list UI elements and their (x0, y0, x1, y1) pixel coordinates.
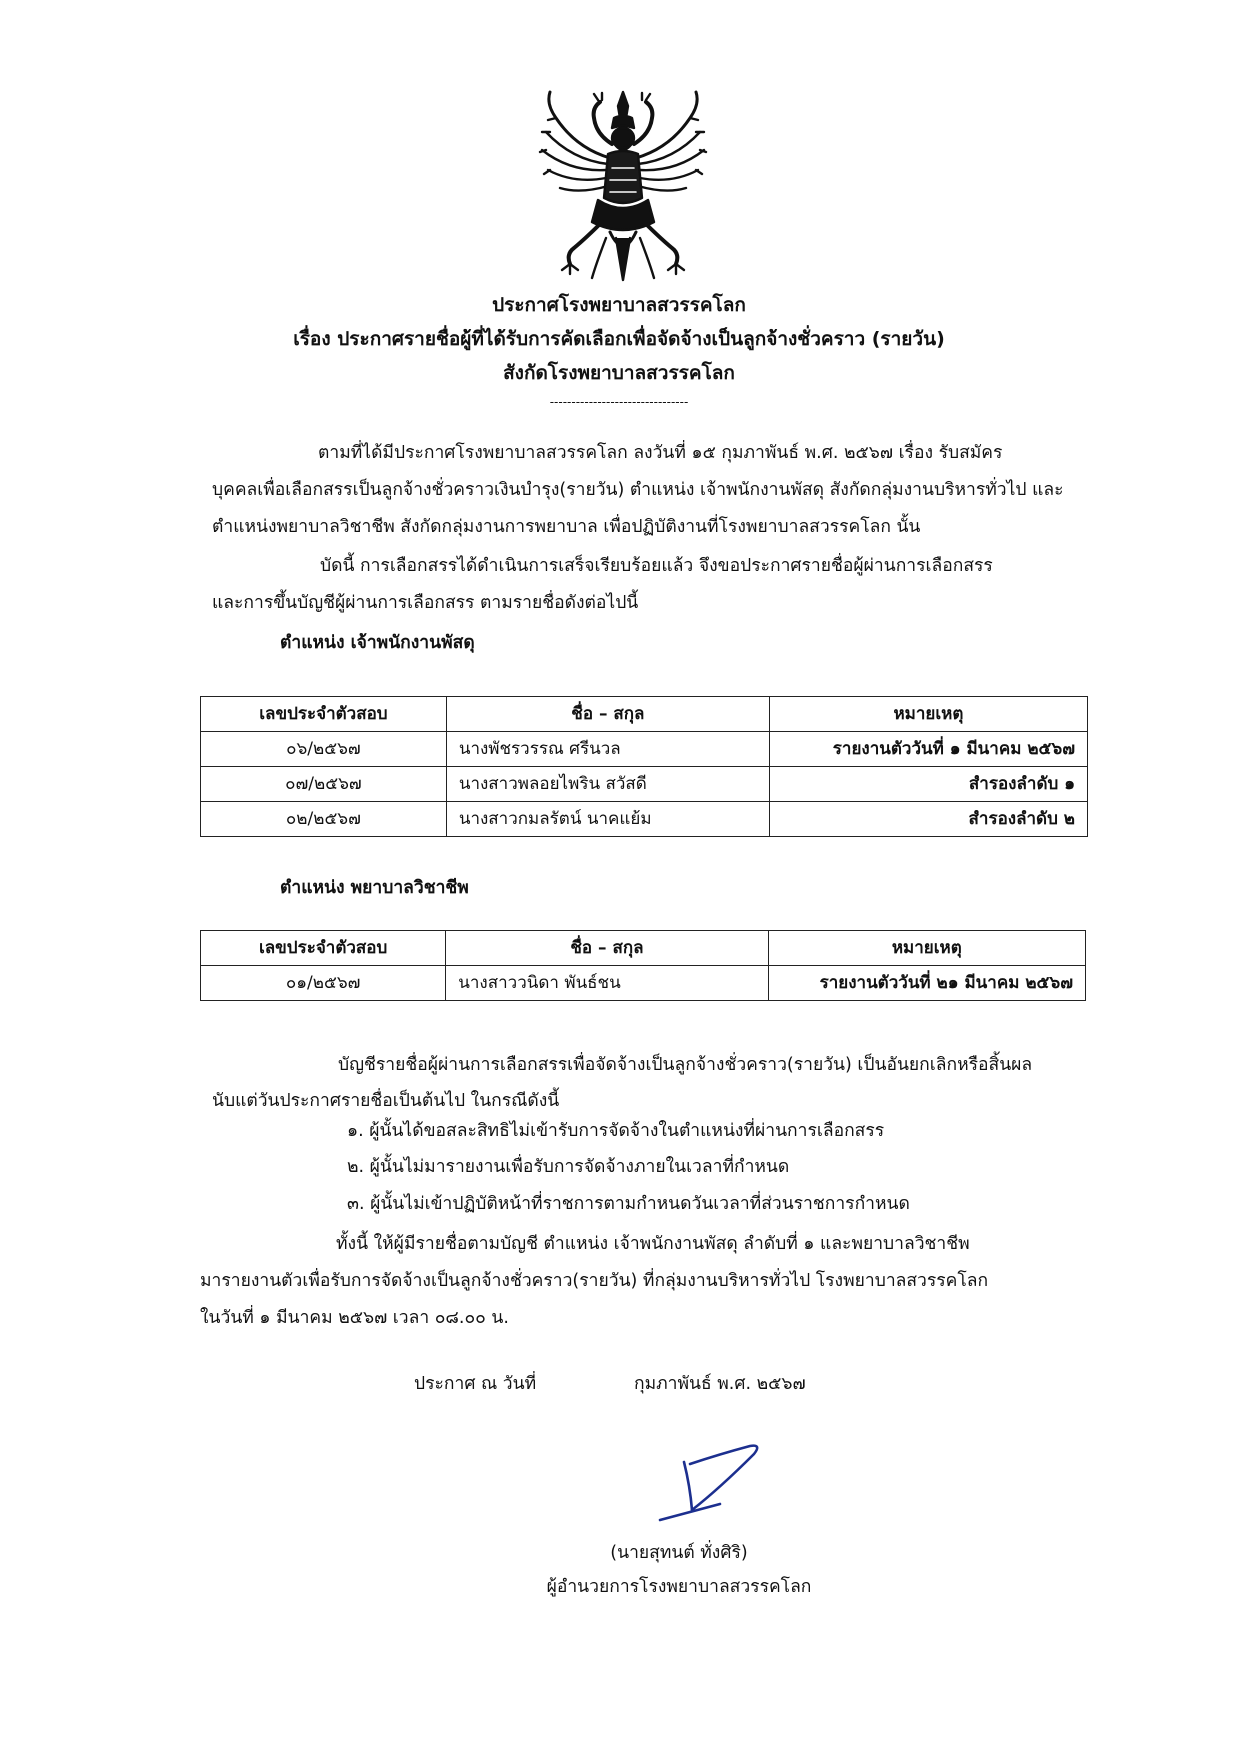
header-name: ชื่อ – สกุล (446, 931, 768, 966)
cancellation-line-1: บัญชีรายชื่อผู้ผ่านการเลือกสรรเพื่อจัดจ้างเป็นลูกจ้างชั่วคราว(รายวัน) เป็นอันยกเลิกหรือสิ้นผล (338, 1055, 1033, 1075)
table-row (201, 966, 1086, 1001)
heading-divider: -------------------------------- (549, 395, 689, 409)
note-cell: รายงานตัววันที่ ๒๑ มีนาคม ๒๕๖๗ (768, 966, 1085, 1001)
section-title-nurse: ตำแหน่ง พยาบาลวิชาชีพ (280, 878, 469, 898)
instruction-line-1: ทั้งนี้ ให้ผู้มีรายชื่อตามบัญชี ตำแหน่ง เจ้าพนักงานพัสดุ ลำดับที่ ๑ และพยาบาลวิชาชีพ (336, 1234, 970, 1254)
cancellation-item-1: ๑. ผู้นั้นได้ขอสละสิทธิไม่เข้ารับการจัดจ้างในตำแหน่งที่ผ่านการเลือกสรร (347, 1121, 885, 1141)
exam-id-cell: ๐๗/๒๕๖๗ (201, 767, 447, 802)
name-cell: นางสาวกมลรัตน์ นาคแย้ม (446, 802, 769, 837)
name-cell: นางสาววนิดา พันธ์ชน (446, 966, 768, 1001)
table-row (201, 767, 1088, 802)
nurse-table (200, 930, 1086, 1001)
header-note: หมายเหตุ (768, 931, 1085, 966)
garuda-emblem (536, 88, 710, 284)
result-line-1: บัดนี้ การเลือกสรรได้ดำเนินการเสร็จเรียบร้อยแล้ว จึงขอประกาศรายชื่อผู้ผ่านการเลือกสรร (320, 556, 993, 576)
header-note: หมายเหตุ (769, 697, 1087, 732)
org-heading: ประกาศโรงพยาบาลสวรรคโลก (492, 294, 746, 316)
intro-line-3: ตำแหน่งพยาบาลวิชาชีพ สังกัดกลุ่มงานการพยาบาล เพื่อปฏิบัติงานที่โรงพยาบาลสวรรคโลก นั้น (212, 517, 921, 537)
note-cell: รายงานตัววันที่ ๑ มีนาคม ๒๕๖๗ (769, 732, 1087, 767)
cancellation-item-2: ๒. ผู้นั้นไม่มารายงานเพื่อรับการจัดจ้างภายในเวลาที่กำหนด (347, 1157, 790, 1177)
instruction-line-2: มารายงานตัวเพื่อรับการจัดจ้างเป็นลูกจ้างชั่วคราว(รายวัน) ที่กลุ่มงานบริหารทั่วไป โรงพยาบาลสวรรคโลก (200, 1271, 989, 1291)
table-header-row (201, 931, 1086, 966)
instruction-line-3: ในวันที่ ๑ มีนาคม ๒๕๖๗ เวลา ๐๘.๐๐ น. (200, 1308, 509, 1328)
exam-id-cell: ๐๑/๒๕๖๗ (201, 966, 446, 1001)
supply-officer-table (200, 696, 1088, 837)
note-cell: สำรองลำดับ ๒ (769, 802, 1087, 837)
cancellation-item-3: ๓. ผู้นั้นไม่เข้าปฏิบัติหน้าที่ราชการตามกำหนดวันเวลาที่ส่วนราชการกำหนด (347, 1194, 910, 1214)
signatory-name: (นายสุทนต์ ทั่งศิริ) (610, 1543, 748, 1563)
note-cell: สำรองลำดับ ๑ (769, 767, 1087, 802)
announcement-date: กุมภาพันธ์ พ.ศ. ๒๕๖๗ (634, 1374, 806, 1394)
intro-line-1: ตามที่ได้มีประกาศโรงพยาบาลสวรรคโลก ลงวันที่ ๑๕ กุมภาพันธ์ พ.ศ. ๒๕๖๗ เรื่อง รับสมัคร (318, 443, 1003, 463)
header-exam-id: เลขประจำตัวสอบ (201, 931, 446, 966)
affiliation-heading: สังกัดโรงพยาบาลสวรรคโลก (503, 362, 735, 384)
signatory-title: ผู้อำนวยการโรงพยาบาลสวรรคโลก (546, 1577, 812, 1597)
header-name: ชื่อ – สกุล (446, 697, 769, 732)
announcement-label: ประกาศ ณ วันที่ (414, 1374, 537, 1394)
subject-heading: เรื่อง ประกาศรายชื่อผู้ที่ได้รับการคัดเลือกเพื่อจัดจ้างเป็นลูกจ้างชั่วคราว (รายวัน) (293, 328, 945, 350)
exam-id-cell: ๐๒/๒๕๖๗ (201, 802, 447, 837)
result-line-2: และการขึ้นบัญชีผู้ผ่านการเลือกสรร ตามรายชื่อดังต่อไปนี้ (212, 593, 639, 613)
section-title-supply-officer: ตำแหน่ง เจ้าพนักงานพัสดุ (280, 633, 475, 653)
name-cell: นางพัชรวรรณ ศรีนวล (446, 732, 769, 767)
intro-line-2: บุคคลเพื่อเลือกสรรเป็นลูกจ้างชั่วคราวเงินบำรุง(รายวัน) ตำแหน่ง เจ้าพนักงานพัสดุ สังกัดกลุ่มงานบริหารทั่วไป และ (212, 480, 1064, 500)
table-row (201, 802, 1088, 837)
exam-id-cell: ๐๖/๒๕๖๗ (201, 732, 447, 767)
header-exam-id: เลขประจำตัวสอบ (201, 697, 447, 732)
name-cell: นางสาวพลอยไพริน สวัสดี (446, 767, 769, 802)
table-header-row (201, 697, 1088, 732)
handwritten-signature (650, 1428, 780, 1528)
table-row (201, 732, 1088, 767)
cancellation-line-2: นับแต่วันประกาศรายชื่อเป็นต้นไป ในกรณีดังนี้ (212, 1091, 560, 1111)
